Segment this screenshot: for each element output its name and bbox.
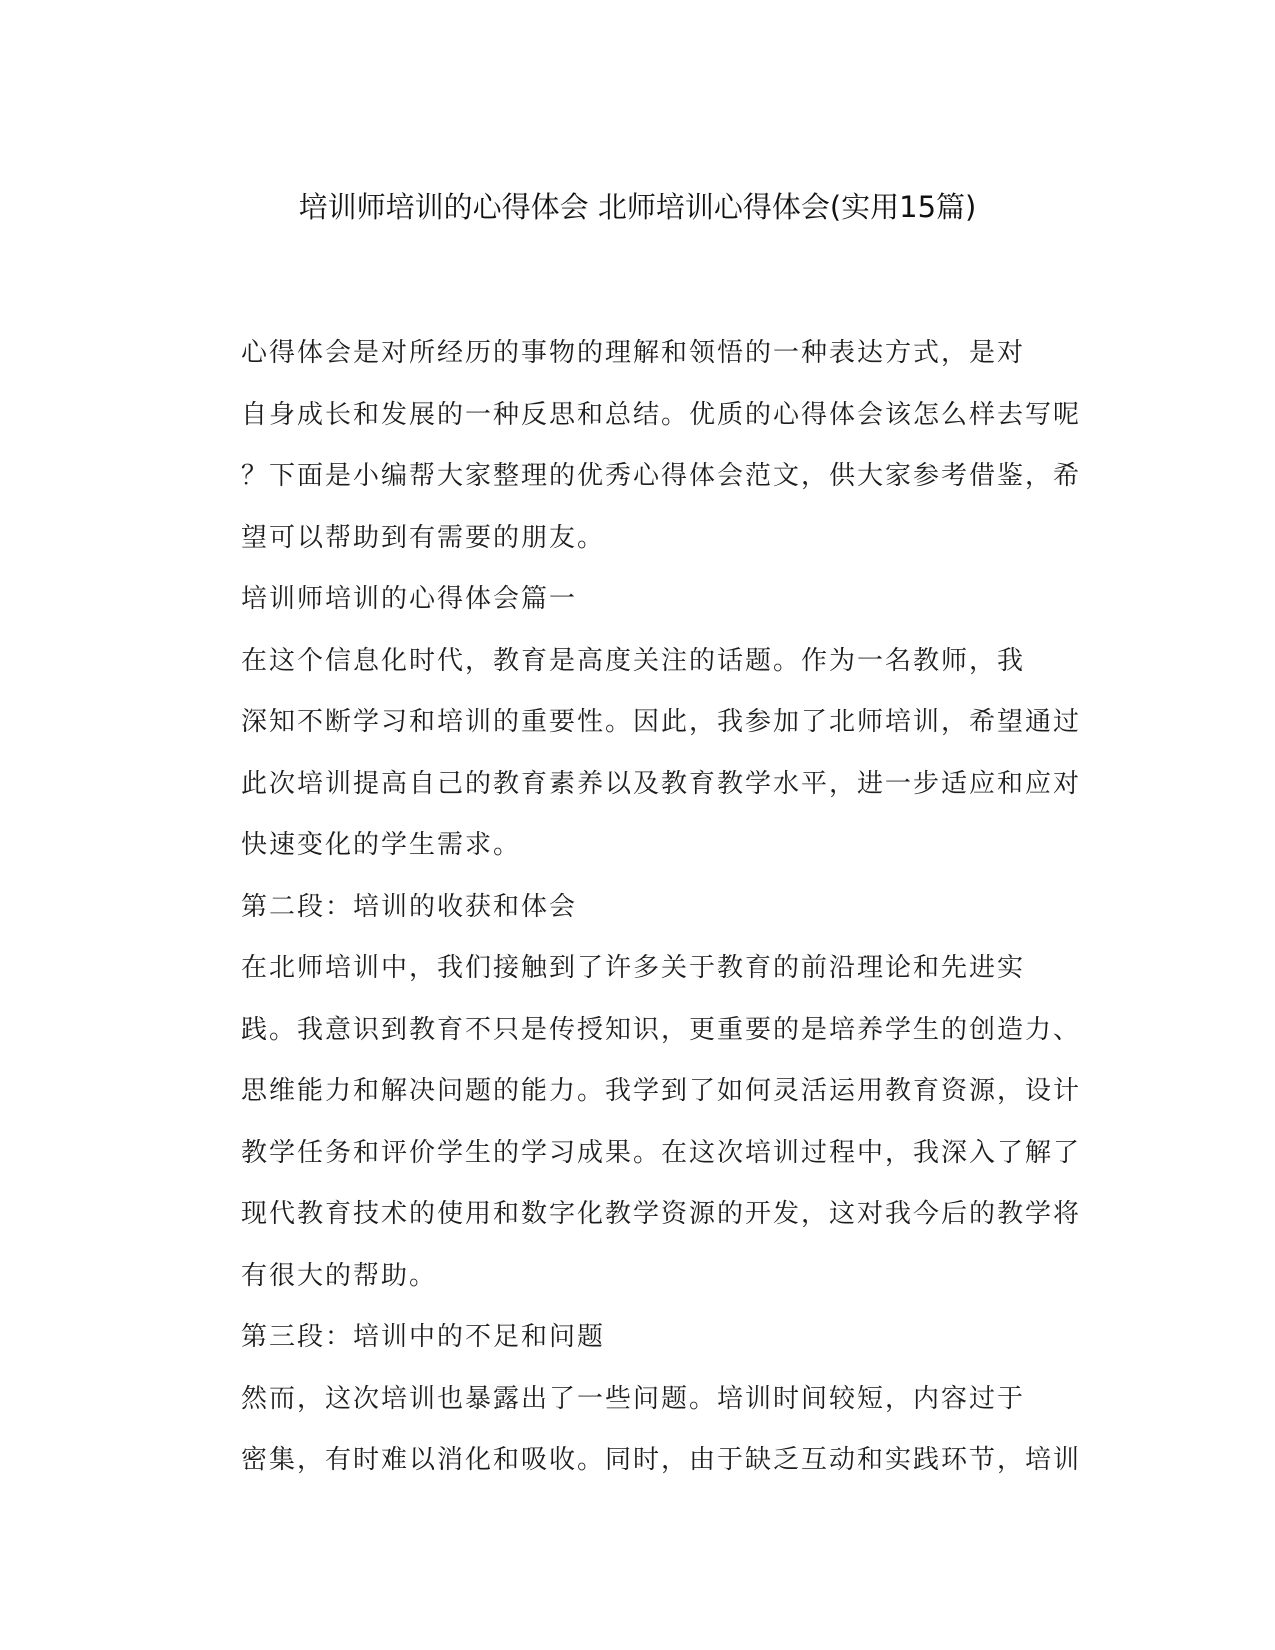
- section1-heading: 培训师培训的心得体会篇一: [241, 584, 578, 614]
- section2-heading: 第二段：培训的收获和体会: [241, 891, 578, 922]
- section1-line-4: 快速变化的学生需求。: [241, 830, 522, 860]
- section2-line-6: 有很大的帮助。: [241, 1260, 438, 1291]
- section2-line-1: 在北师培训中，我们接触到了许多关于教育的前沿理论和先进实: [241, 953, 1026, 983]
- section2-line-4: 教学任务和评价学生的学习成果。在这次培训过程中，我深入了解了: [241, 1137, 1082, 1168]
- section1-line-3: 此次培训提高自己的教育素养以及教育教学水平，进一步适应和应对: [241, 768, 1082, 799]
- section2-line-5: 现代教育技术的使用和数字化教学资源的开发，这对我今后的教学将: [241, 1199, 1082, 1229]
- section1-line-2: 深知不断学习和培训的重要性。因此，我参加了北师培训，希望通过: [241, 707, 1082, 737]
- section2-line-2: 践。我意识到教育不只是传授知识，更重要的是培养学生的创造力、: [241, 1014, 1082, 1045]
- section3-paragraph: [189, 1369, 1082, 1492]
- section2-line-3: 思维能力和解决问题的能力。我学到了如何灵活运用教育资源，设计: [241, 1076, 1082, 1106]
- intro-paragraph: [189, 323, 1082, 569]
- section3-line-2: 密集，有时难以消化和吸收。同时，由于缺乏互动和实践环节，培训: [241, 1445, 1082, 1475]
- intro-line-2: 自身成长和发展的一种反思和总结。优质的心得体会该怎么样去写呢: [241, 399, 1082, 430]
- section1-line-1: 在这个信息化时代，教育是高度关注的话题。作为一名教师，我: [241, 645, 1026, 676]
- section1-paragraph: [189, 631, 1082, 877]
- section3-heading: 第三段：培训中的不足和问题: [241, 1322, 606, 1352]
- section3-line-1: 然而，这次培训也暴露出了一些问题。培训时间较短，内容过于: [241, 1383, 1026, 1414]
- intro-line-1: 心得体会是对所经历的事物的理解和领悟的一种表达方式，是对: [241, 338, 1026, 368]
- intro-line-4: 望可以帮助到有需要的朋友。: [241, 522, 606, 553]
- intro-line-3: ？下面是小编帮大家整理的优秀心得体会范文，供大家参考借鉴，希: [241, 461, 1082, 491]
- section2-paragraph: [189, 938, 1082, 1307]
- document-title: 培训师培训的心得体会 北师培训心得体会(实用15篇): [298, 190, 977, 224]
- document-body: [189, 323, 1082, 1492]
